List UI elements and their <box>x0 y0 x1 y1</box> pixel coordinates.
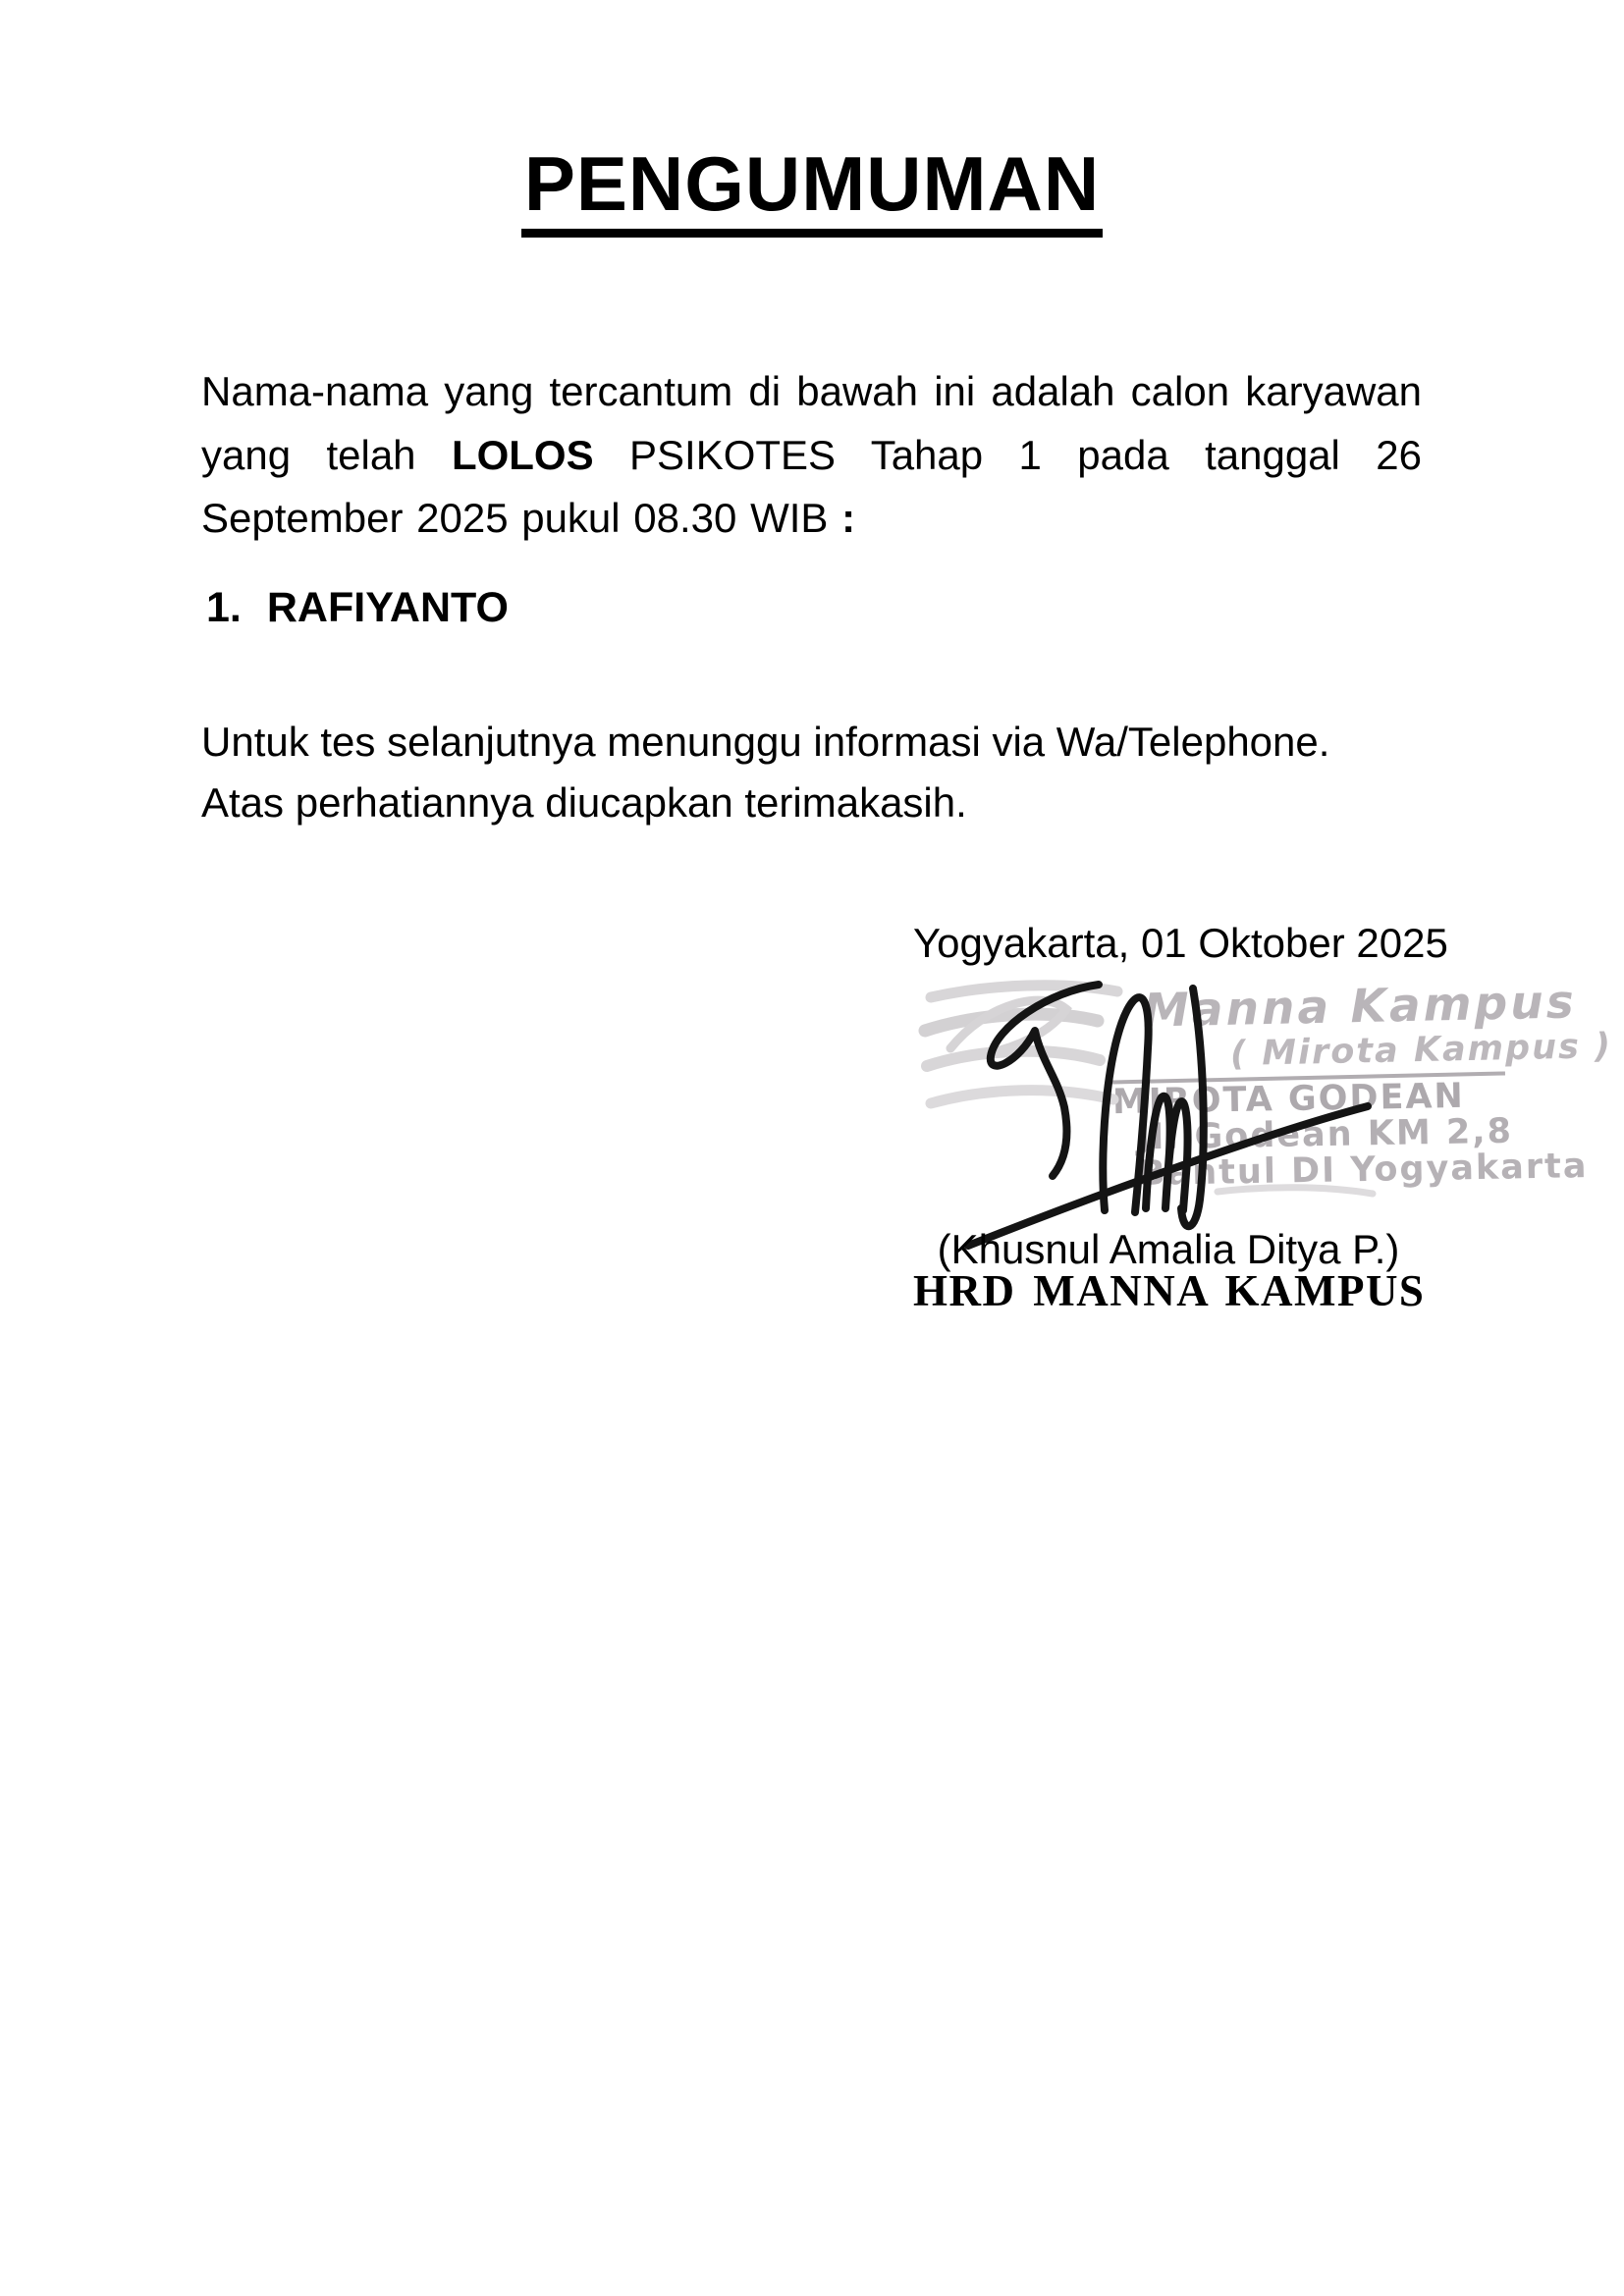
title-wrap <box>0 140 1624 238</box>
page-title: PENGUMUMAN <box>521 145 1103 238</box>
signature <box>968 985 1368 1246</box>
signer-role: HRD MANNA KAMPUS <box>913 1266 1426 1315</box>
candidate-list-item <box>206 576 509 639</box>
intro-text-2: PSIKOTES Tahap 1 pada tanggal 26 September 2025 pukul 08.30 WIB <box>201 431 1422 541</box>
closing-line-2: Atas perhatiannya diucapkan terimakasih. <box>201 778 967 826</box>
stamp-branch: MIROTA GODEAN <box>1111 1076 1466 1123</box>
candidate-name: RAFIYANTO <box>266 584 509 631</box>
place-date: Yogyakarta, 01 Oktober 2025 <box>913 920 1448 966</box>
intro-paragraph <box>201 360 1422 551</box>
intro-bold-colon: : <box>841 495 856 541</box>
intro-text-1: Nama-nama yang tercantum di bawah ini adalah calon karyawan yang telah <box>201 368 1422 478</box>
signer-name: (Khusnul Amalia Ditya P.) <box>937 1226 1400 1272</box>
closing-paragraph <box>201 712 1422 832</box>
stamp-brand: Manna Kampus <box>1142 975 1578 1039</box>
candidate-number: 1. <box>206 584 242 631</box>
stamp-brand-alt: ( Mirota Kampus ) <box>1229 1026 1613 1075</box>
stamp-address-line2: Bantul DI Yogyakarta <box>1138 1147 1589 1194</box>
stamp-address-line1: Jl. Godean KM 2,8 <box>1136 1111 1514 1158</box>
closing-line-1: Untuk tes selanjutnya menunggu informasi via Wa/Telephone. <box>201 719 1330 765</box>
intro-bold-lolos: LOLOS <box>451 431 594 478</box>
